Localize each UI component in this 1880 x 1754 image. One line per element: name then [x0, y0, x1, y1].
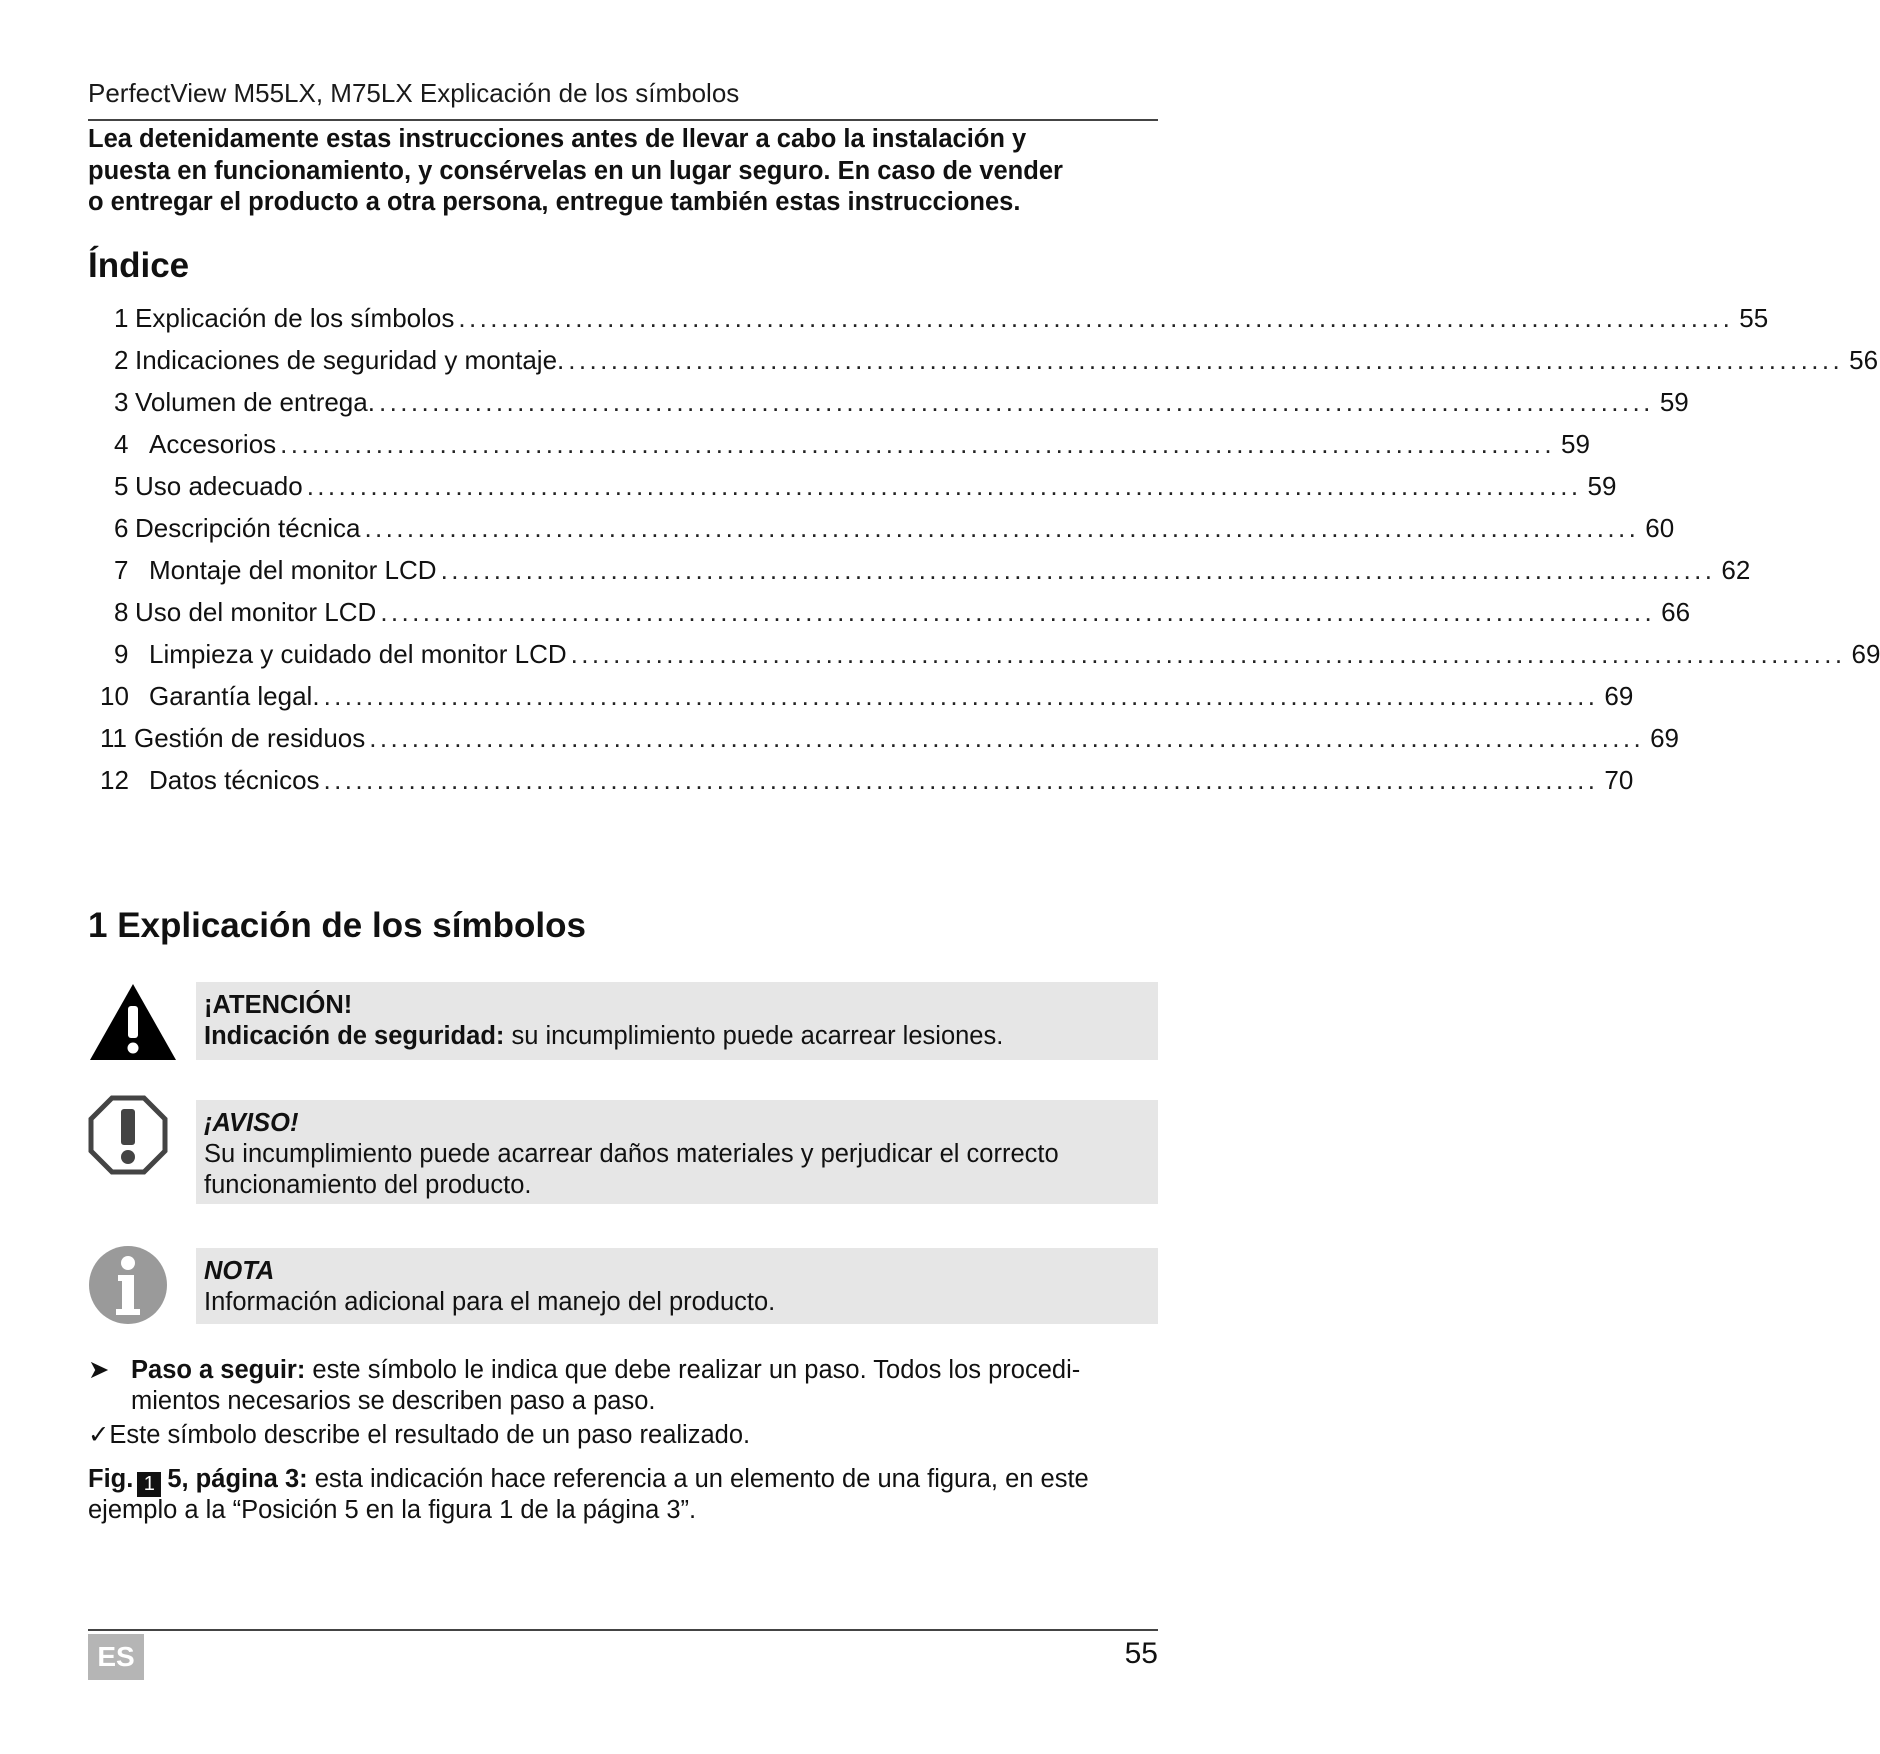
toc-entry-number: 5 — [114, 471, 129, 501]
toc-dot-leader: ........................................................................................................................ — [369, 723, 1645, 753]
toc-entry-number: 7 — [114, 555, 129, 585]
toc-dot-leader: ........................................................................................................................ — [570, 639, 1846, 669]
toc-entry-title: Accesorios — [149, 429, 277, 459]
language-badge: ES — [88, 1634, 144, 1680]
toc-entry-page: 70 — [1604, 765, 1634, 795]
toc-entry-title: Garantía legal. — [149, 681, 320, 711]
step-lead: Paso a seguir: — [131, 1356, 306, 1384]
fig-reference — [88, 1464, 1089, 1497]
aviso-line: Su incumplimiento puede acarrear daños materiales y perjudicar el correcto — [204, 1140, 1059, 1168]
toc-entry-title: Limpieza y cuidado del monitor LCD — [149, 639, 567, 669]
toc-dot-leader: ........................................................................................................................ — [306, 471, 1582, 501]
step-instruction-cont: mientos necesarios se describen paso a paso. — [131, 1387, 656, 1415]
fig-bold: 5, página 3: — [167, 1465, 308, 1493]
step-instruction — [88, 1355, 1080, 1386]
toc-entry-number: 8 — [114, 597, 129, 627]
toc-entry-number: 4 — [114, 429, 129, 459]
toc-entry-title: Gestión de residuos — [134, 723, 366, 753]
toc-dot-leader: ........................................................................................................................ — [440, 555, 1716, 585]
toc-dot-leader: ........................................................................................................................ — [568, 345, 1844, 375]
toc-entry-title: Volumen de entrega. — [135, 387, 375, 417]
toc-entry-title: Datos técnicos — [149, 765, 320, 795]
info-icon — [88, 1245, 168, 1325]
toc-entry-page: 66 — [1661, 597, 1691, 627]
toc-entry[interactable] — [114, 466, 1617, 506]
attention-notice — [196, 982, 1158, 1060]
intro-line: o entregar el producto a otra persona, entregue también estas instrucciones. — [88, 188, 1021, 216]
toc-entry-title: Uso adecuado — [135, 471, 303, 501]
toc-entry-page: 69 — [1851, 639, 1880, 669]
fig-text: esta indicación hace referencia a un elemento de una figura, en este — [307, 1465, 1089, 1493]
toc-entry[interactable] — [114, 424, 1590, 464]
fig-lead: Fig. — [88, 1465, 134, 1493]
toc-entry-title: Descripción técnica — [135, 513, 361, 543]
result-text: Este símbolo describe el resultado de un paso realizado. — [109, 1421, 751, 1449]
toc-entry-page: 69 — [1604, 681, 1634, 711]
toc-entry-number: 10 — [100, 681, 129, 711]
toc-entry-page: 59 — [1659, 387, 1689, 417]
toc-entry-number: 6 — [114, 513, 129, 543]
octagon-exclamation-icon — [88, 1095, 168, 1175]
toc-dot-leader: ........................................................................................................................ — [378, 387, 1654, 417]
toc-dot-leader: ........................................................................................................................ — [364, 513, 1640, 543]
header-rule — [88, 119, 1158, 121]
toc-entry-number: 1 — [114, 303, 129, 333]
toc-entry[interactable] — [114, 550, 1751, 590]
toc-entry-page: 59 — [1587, 471, 1617, 501]
toc-entry[interactable] — [114, 592, 1691, 632]
toc-entry[interactable] — [100, 676, 1634, 716]
attention-label: ¡ATENCIÓN! — [204, 991, 353, 1019]
toc-entry[interactable] — [114, 508, 1675, 548]
toc-entry-number: 3 — [114, 387, 129, 417]
toc-entry[interactable] — [114, 634, 1880, 674]
figure-number-box: 1 — [137, 1472, 161, 1497]
arrow-right-icon: ➤ — [88, 1356, 110, 1384]
toc-entry[interactable] — [114, 340, 1879, 380]
aviso-label: ¡AVISO! — [204, 1109, 299, 1137]
toc-entry-page: 62 — [1721, 555, 1751, 585]
toc-entry[interactable] — [100, 718, 1680, 758]
page-number: 55 — [1124, 1637, 1158, 1670]
intro-line: puesta en funcionamiento, y consérvelas en un lugar seguro. En caso de vender — [88, 156, 1063, 185]
attention-lead: Indicación de seguridad: — [204, 1022, 505, 1050]
toc-entry-number: 9 — [114, 639, 129, 669]
footer-rule — [88, 1629, 1158, 1631]
nota-notice — [196, 1248, 1158, 1324]
toc-entry-page: 60 — [1645, 513, 1675, 543]
nota-label: NOTA — [204, 1257, 275, 1285]
manual-page — [88, 0, 1880, 1754]
toc-entry-number: 2 — [114, 345, 129, 375]
toc-entry-page: 56 — [1849, 345, 1879, 375]
toc-dot-leader: ........................................................................................................................ — [323, 765, 1599, 795]
toc-entry-number: 12 — [100, 765, 129, 795]
toc-entry-title: Indicaciones de seguridad y montaje. — [135, 345, 565, 375]
nota-text: Información adicional para el manejo del producto. — [204, 1288, 776, 1316]
aviso-notice — [196, 1100, 1158, 1204]
toc-entry-title: Explicación de los símbolos — [135, 303, 455, 333]
intro-instructions — [88, 124, 1158, 219]
toc-dot-leader: ........................................................................................................................ — [323, 681, 1599, 711]
running-header: PerfectView M55LX, M75LX Explicación de los símbolos — [88, 78, 740, 108]
toc-entry-title: Montaje del monitor LCD — [149, 555, 437, 585]
toc-entry-page: 59 — [1561, 429, 1590, 459]
result-line — [88, 1420, 750, 1451]
intro-line: Lea detenidamente estas instrucciones antes de llevar a cabo la instalación y — [88, 125, 1027, 153]
warning-triangle-icon — [88, 982, 178, 1062]
toc-entry-page: 55 — [1739, 303, 1769, 333]
toc-entry-number: 11 — [100, 723, 127, 753]
aviso-line: funcionamiento del producto. — [204, 1171, 532, 1199]
toc-dot-leader: ........................................................................................................................ — [280, 429, 1555, 459]
toc-entry[interactable] — [100, 760, 1634, 800]
toc-entry-page: 69 — [1650, 723, 1680, 753]
toc-dot-leader: ........................................................................................................................ — [380, 597, 1656, 627]
toc-entry[interactable] — [114, 298, 1769, 338]
toc-entry-title: Uso del monitor LCD — [135, 597, 377, 627]
attention-text: su incumplimiento puede acarrear lesiones. — [504, 1022, 1004, 1050]
section-heading: 1 Explicación de los símbolos — [88, 906, 586, 945]
toc-dot-leader: ........................................................................................................................ — [458, 303, 1734, 333]
fig-reference-cont: ejemplo a la “Posición 5 en la figura 1 de la página 3”. — [88, 1496, 697, 1524]
checkmark-icon: ✓ — [88, 1421, 110, 1449]
toc-heading: Índice — [88, 246, 190, 285]
step-text: este símbolo le indica que debe realizar un paso. Todos los procedi- — [305, 1356, 1081, 1384]
toc-entry[interactable] — [114, 382, 1689, 422]
